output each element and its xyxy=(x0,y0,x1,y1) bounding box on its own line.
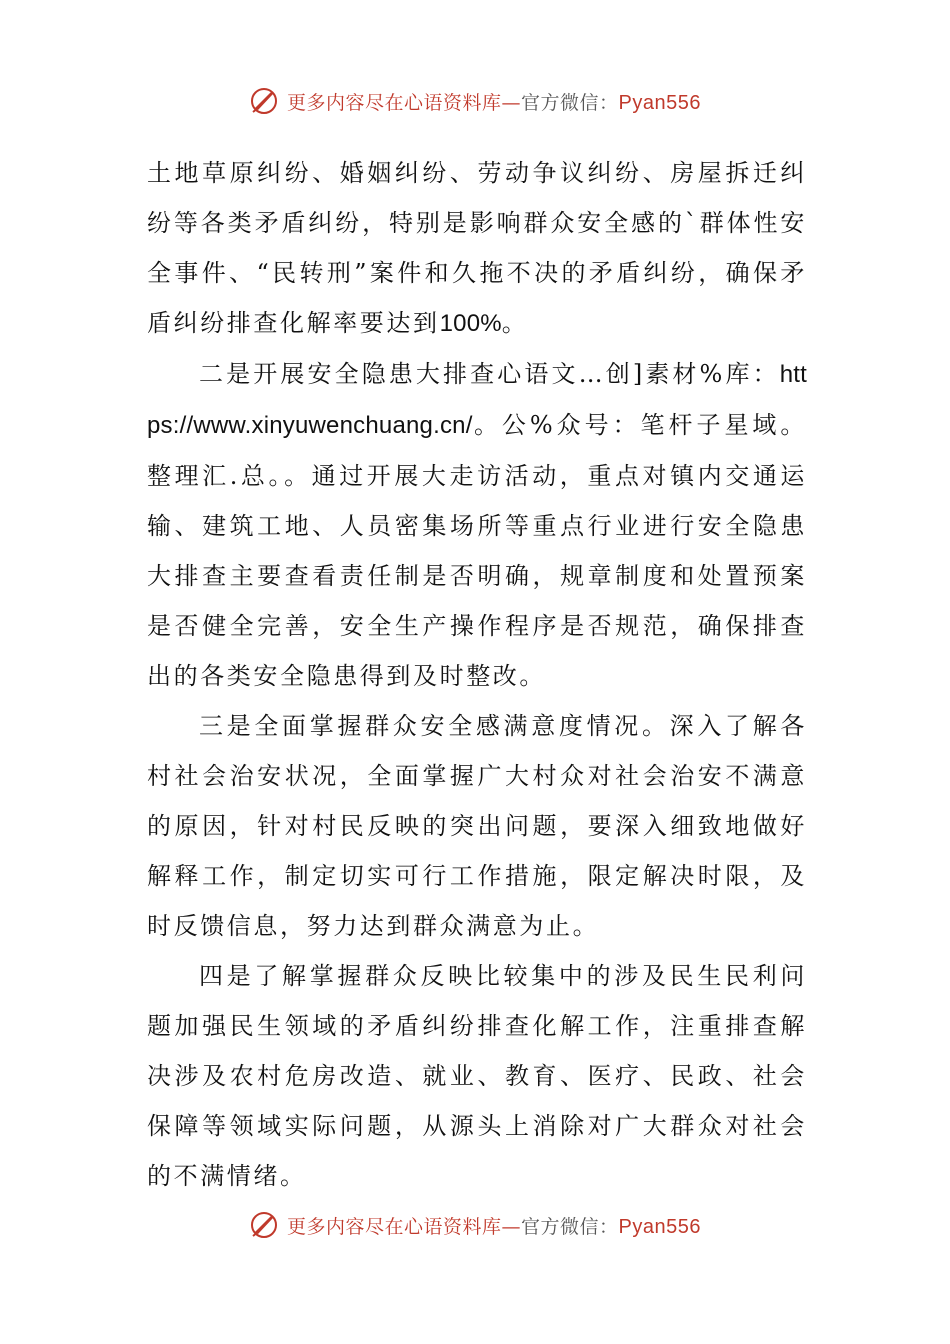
document-body xyxy=(147,148,807,1201)
paragraph-4 xyxy=(147,951,807,1201)
paragraph-text: 三是全面掌握群众安全感满意度情况。深入了解各村社会治安状况，全面掌握广大村众对社会治安不满意的原因，针对村民反映的突出问题，要深入细致地做好解释工作，制定切实可行工作措施，限定解决时限，及时反馈信息，努力达到群众满意为止。 xyxy=(147,712,807,940)
paragraph-text: 。公%众号：笔杆子星域。整理汇.总。。通过开展大走访活动，重点对镇内交通运输、建筑工地、人员密集场所等重点行业进行安全隐患大排查主要查看责任制是否明确，规章制度和处置预案是否健全完善，安全生产操作程序是否规范，确保排查出的各类安全隐患得到及时整改。 xyxy=(147,411,807,690)
quill-logo-icon xyxy=(249,86,279,116)
paragraph-text: 二是开展安全隐患大排查心语文…创]素材%库： xyxy=(199,360,780,388)
header-banner xyxy=(0,86,950,116)
banner-official-label: 官方微信： xyxy=(521,1215,619,1238)
paragraph-text: 四是了解掌握群众反映比较集中的涉及民生民利问题加强民生领域的矛盾纠纷排查化解工作，注重排查解决涉及农村危房改造、就业、教育、医疗、民政、社会保障等领域实际问题，从源头上消除对广大群众对社会的不满情绪。 xyxy=(147,962,807,1190)
url-text: https://www.xinyuwenchuang.cn/ xyxy=(147,361,807,439)
quill-logo-icon xyxy=(249,1210,279,1240)
paragraph-text: 土地草原纠纷、婚姻纠纷、劳动争议纠纷、房屋拆迁纠纷等各类矛盾纠纷，特别是影响群众安全感的`群体性安全事件、“民转刑”案件和久拖不决的矛盾纠纷，确保矛盾纠纷排查化解率要达到 xyxy=(147,159,807,337)
banner-wechat-id: Pyan556 xyxy=(618,91,701,114)
banner-main-text: 更多内容尽在心语资料库 xyxy=(287,91,502,114)
percentage-text: 100% xyxy=(439,310,502,337)
paragraph-2 xyxy=(147,349,807,701)
banner-text xyxy=(287,1212,701,1239)
footer-banner xyxy=(0,1210,950,1240)
banner-dash: — xyxy=(501,91,522,114)
banner-main-text: 更多内容尽在心语资料库 xyxy=(287,1215,502,1238)
paragraph-1 xyxy=(147,148,807,349)
banner-official-label: 官方微信： xyxy=(521,91,619,114)
banner-text xyxy=(287,88,701,115)
banner-wechat-id: Pyan556 xyxy=(618,1215,701,1238)
paragraph-3 xyxy=(147,701,807,951)
paragraph-text: 。 xyxy=(501,309,529,337)
banner-dash: — xyxy=(501,1215,522,1238)
